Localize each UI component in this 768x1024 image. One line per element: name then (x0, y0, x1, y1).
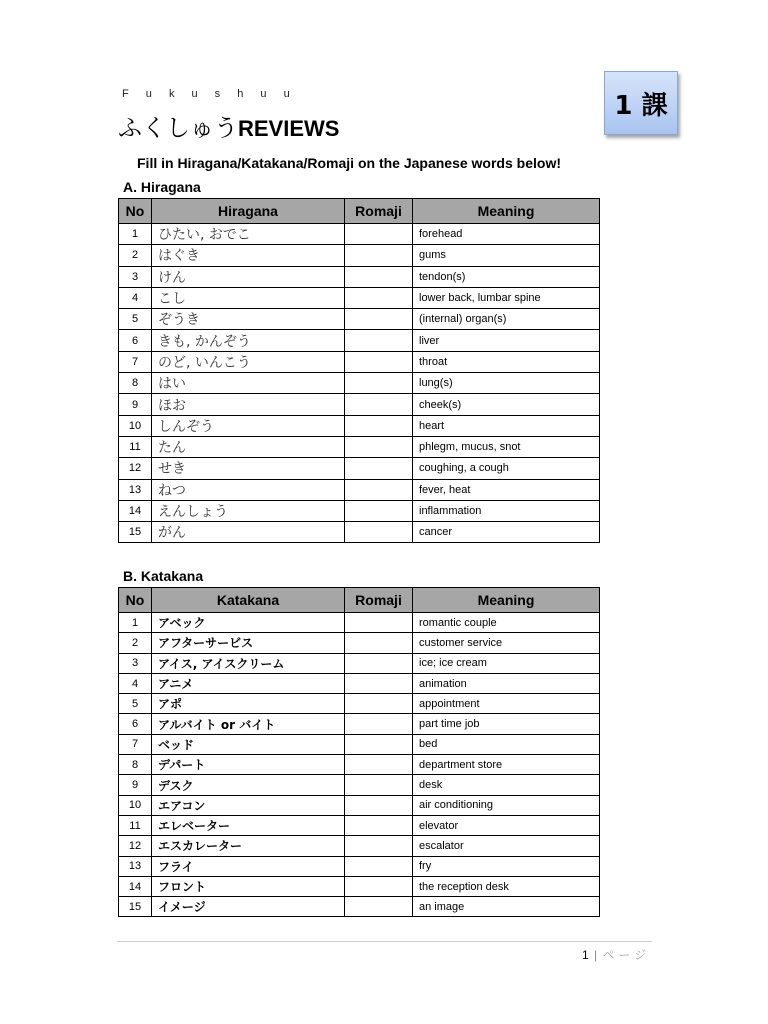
cell-kana: ぞうき (152, 309, 345, 330)
cell-no: 8 (119, 373, 152, 394)
table-row (119, 373, 600, 394)
title-japanese: ふくしゅう (118, 114, 238, 142)
cell-meaning: department store (413, 755, 600, 775)
cell-kana: イメージ (152, 897, 345, 917)
cell-kana: ひたい, おでこ (152, 224, 345, 245)
header-romaji: Romaji (345, 588, 413, 613)
table-row (119, 714, 600, 734)
table-row (119, 330, 600, 351)
cell-kana: ベッド (152, 734, 345, 754)
cell-romaji-input[interactable] (345, 876, 413, 896)
cell-kana: アフターサービス (152, 633, 345, 653)
cell-no: 8 (119, 755, 152, 775)
page-number: 1 (582, 948, 589, 962)
cell-kana: アニメ (152, 673, 345, 693)
table-row (119, 266, 600, 287)
table-header-row (119, 588, 600, 613)
table-row (119, 897, 600, 917)
cell-meaning: customer service (413, 633, 600, 653)
cell-no: 12 (119, 458, 152, 479)
cell-no: 15 (119, 897, 152, 917)
title-english: REVIEWS (238, 116, 340, 141)
table-row (119, 351, 600, 372)
cell-romaji-input[interactable] (345, 266, 413, 287)
cell-romaji-input[interactable] (345, 714, 413, 734)
cell-romaji-input[interactable] (345, 613, 413, 633)
cell-meaning: (internal) organ(s) (413, 309, 600, 330)
header-no: No (119, 588, 152, 613)
table-row (119, 394, 600, 415)
cell-no: 2 (119, 245, 152, 266)
cell-meaning: gums (413, 245, 600, 266)
footer-divider (117, 941, 652, 942)
cell-meaning: tendon(s) (413, 266, 600, 287)
cell-no: 6 (119, 714, 152, 734)
cell-kana: のど, いんこう (152, 351, 345, 372)
cell-romaji-input[interactable] (345, 479, 413, 500)
cell-romaji-input[interactable] (345, 673, 413, 693)
cell-romaji-input[interactable] (345, 775, 413, 795)
header-meaning: Meaning (413, 588, 600, 613)
cell-romaji-input[interactable] (345, 856, 413, 876)
katakana-table (118, 587, 600, 917)
cell-no: 10 (119, 795, 152, 815)
table-row (119, 795, 600, 815)
cell-meaning: animation (413, 673, 600, 693)
cell-romaji-input[interactable] (345, 694, 413, 714)
cell-meaning: phlegm, mucus, snot (413, 436, 600, 457)
cell-no: 3 (119, 266, 152, 287)
table-row (119, 775, 600, 795)
cell-kana: フライ (152, 856, 345, 876)
cell-no: 10 (119, 415, 152, 436)
cell-no: 9 (119, 394, 152, 415)
table-row (119, 876, 600, 896)
table-row (119, 673, 600, 693)
table-row (119, 653, 600, 673)
header-no: No (119, 199, 152, 224)
table-row (119, 734, 600, 754)
cell-kana: デスク (152, 775, 345, 795)
cell-romaji-input[interactable] (345, 897, 413, 917)
cell-romaji-input[interactable] (345, 394, 413, 415)
cell-meaning: fry (413, 856, 600, 876)
cell-no: 3 (119, 653, 152, 673)
cell-no: 5 (119, 694, 152, 714)
cell-meaning: lung(s) (413, 373, 600, 394)
cell-kana: フロント (152, 876, 345, 896)
header-romaji: Romaji (345, 199, 413, 224)
table-row (119, 245, 600, 266)
cell-kana: けん (152, 266, 345, 287)
cell-meaning: part time job (413, 714, 600, 734)
cell-romaji-input[interactable] (345, 436, 413, 457)
cell-no: 13 (119, 856, 152, 876)
cell-kana: ほお (152, 394, 345, 415)
cell-no: 4 (119, 287, 152, 308)
cell-kana: アイス, アイスクリーム (152, 653, 345, 673)
page-label: ページ (602, 948, 651, 962)
subtitle-romaji: F u k u s h u u (122, 88, 297, 100)
cell-romaji-input[interactable] (345, 224, 413, 245)
cell-kana: ねつ (152, 479, 345, 500)
instructions: Fill in Hiragana/Katakana/Romaji on the Japanese words below! (137, 155, 561, 171)
cell-romaji-input[interactable] (345, 330, 413, 351)
cell-no: 1 (119, 613, 152, 633)
cell-meaning: inflammation (413, 500, 600, 521)
cell-no: 11 (119, 815, 152, 835)
cell-romaji-input[interactable] (345, 500, 413, 521)
cell-kana: アベック (152, 613, 345, 633)
cell-kana: エスカレーター (152, 836, 345, 856)
cell-no: 11 (119, 436, 152, 457)
cell-meaning: desk (413, 775, 600, 795)
cell-meaning: fever, heat (413, 479, 600, 500)
page-title (118, 108, 339, 143)
cell-meaning: lower back, lumbar spine (413, 287, 600, 308)
cell-meaning: elevator (413, 815, 600, 835)
table-row (119, 694, 600, 714)
cell-meaning: ice; ice cream (413, 653, 600, 673)
cell-meaning: romantic couple (413, 613, 600, 633)
table-header-row (119, 199, 600, 224)
cell-kana: エアコン (152, 795, 345, 815)
cell-meaning: forehead (413, 224, 600, 245)
table-row (119, 815, 600, 835)
cell-romaji-input[interactable] (345, 755, 413, 775)
cell-meaning: an image (413, 897, 600, 917)
section-b-title: B. Katakana (123, 568, 204, 584)
cell-romaji-input[interactable] (345, 287, 413, 308)
cell-romaji-input[interactable] (345, 795, 413, 815)
cell-meaning: heart (413, 415, 600, 436)
header-katakana: Katakana (152, 588, 345, 613)
cell-no: 6 (119, 330, 152, 351)
cell-no: 15 (119, 522, 152, 543)
cell-kana: アルバイト or バイト (152, 714, 345, 734)
cell-kana: こし (152, 287, 345, 308)
table-row (119, 836, 600, 856)
cell-kana: きも, かんぞう (152, 330, 345, 351)
cell-romaji-input[interactable] (345, 653, 413, 673)
cell-no: 7 (119, 734, 152, 754)
hiragana-table (118, 198, 600, 543)
table-row (119, 633, 600, 653)
table-row (119, 224, 600, 245)
cell-no: 13 (119, 479, 152, 500)
cell-kana: はい (152, 373, 345, 394)
cell-kana: はぐき (152, 245, 345, 266)
cell-kana: しんぞう (152, 415, 345, 436)
cell-meaning: bed (413, 734, 600, 754)
footer-separator: | (594, 948, 598, 962)
table-row (119, 856, 600, 876)
cell-meaning: the reception desk (413, 876, 600, 896)
cell-no: 1 (119, 224, 152, 245)
cell-romaji-input[interactable] (345, 245, 413, 266)
table-row (119, 500, 600, 521)
table-row (119, 755, 600, 775)
cell-romaji-input[interactable] (345, 458, 413, 479)
cell-romaji-input[interactable] (345, 836, 413, 856)
cell-meaning: appointment (413, 694, 600, 714)
table-row (119, 415, 600, 436)
cell-kana: たん (152, 436, 345, 457)
table-row (119, 613, 600, 633)
cell-romaji-input[interactable] (345, 633, 413, 653)
cell-romaji-input[interactable] (345, 522, 413, 543)
cell-kana: デパート (152, 755, 345, 775)
table-row (119, 287, 600, 308)
table-row (119, 479, 600, 500)
cell-romaji-input[interactable] (345, 415, 413, 436)
cell-kana: せき (152, 458, 345, 479)
cell-no: 14 (119, 500, 152, 521)
cell-meaning: liver (413, 330, 600, 351)
page-footer (582, 946, 650, 963)
cell-meaning: cheek(s) (413, 394, 600, 415)
table-row (119, 458, 600, 479)
cell-no: 14 (119, 876, 152, 896)
cell-no: 2 (119, 633, 152, 653)
cell-kana: アポ (152, 694, 345, 714)
cell-no: 7 (119, 351, 152, 372)
cell-no: 4 (119, 673, 152, 693)
cell-kana: エレベーター (152, 815, 345, 835)
cell-romaji-input[interactable] (345, 734, 413, 754)
cell-kana: えんしょう (152, 500, 345, 521)
cell-romaji-input[interactable] (345, 815, 413, 835)
cell-no: 5 (119, 309, 152, 330)
header-hiragana: Hiragana (152, 199, 345, 224)
cell-kana: がん (152, 522, 345, 543)
cell-meaning: cancer (413, 522, 600, 543)
cell-no: 12 (119, 836, 152, 856)
header-meaning: Meaning (413, 199, 600, 224)
cell-meaning: coughing, a cough (413, 458, 600, 479)
table-row (119, 522, 600, 543)
cell-no: 9 (119, 775, 152, 795)
lesson-badge: 1 課 (604, 71, 678, 135)
cell-meaning: escalator (413, 836, 600, 856)
table-row (119, 309, 600, 330)
cell-meaning: throat (413, 351, 600, 372)
section-a-title: A. Hiragana (123, 179, 201, 195)
table-row (119, 436, 600, 457)
cell-romaji-input[interactable] (345, 373, 413, 394)
cell-meaning: air conditioning (413, 795, 600, 815)
cell-romaji-input[interactable] (345, 351, 413, 372)
cell-romaji-input[interactable] (345, 309, 413, 330)
